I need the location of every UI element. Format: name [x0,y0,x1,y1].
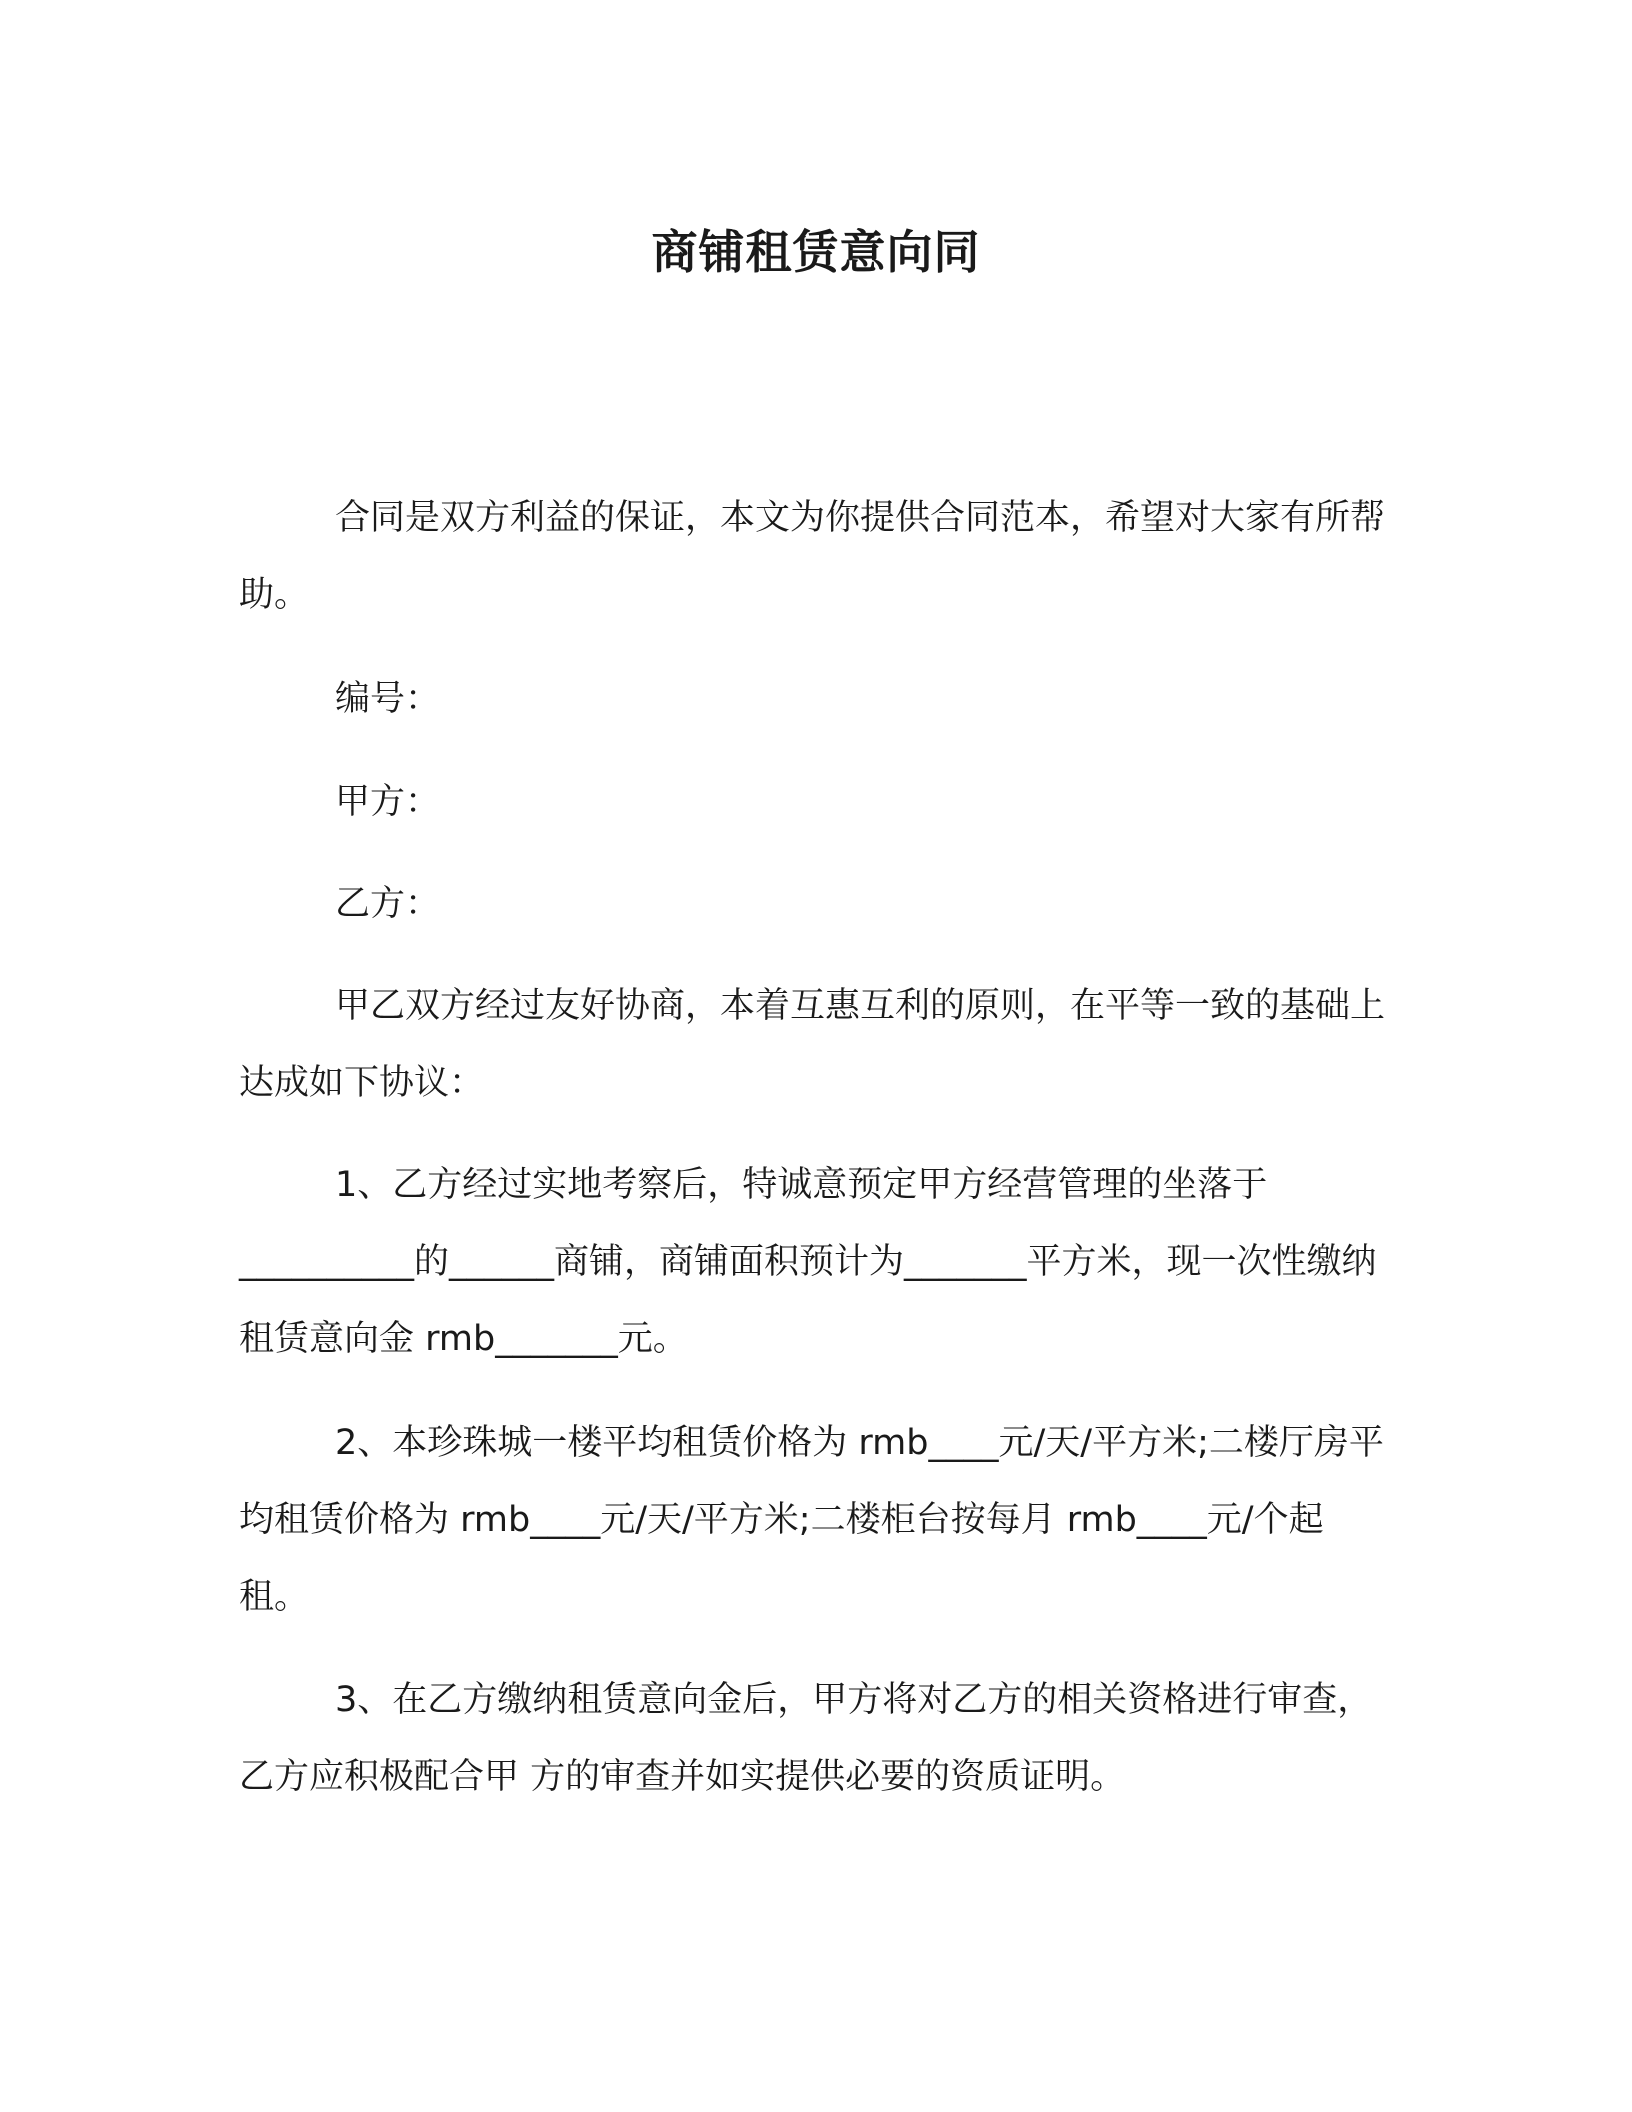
intro-paragraph: 合同是双方利益的保证，本文为你提供合同范本，希望对大家有所帮助。 [239,498,1386,615]
party-a-field: 甲方： [335,782,441,822]
contract-number-field: 编号： [335,679,441,719]
document-title: 商铺租赁意向同 [651,225,981,279]
preface-paragraph: 甲乙双方经过友好协商，本着互惠互利的原则，在平等一致的基础上达成如下协议： [239,986,1386,1103]
clause-2-paragraph: 2、本珍珠城一楼平均租赁价格为 rmb____元/天/平方米;二楼厅房平均租赁价格为 rmb____元/天/平方米;二楼柜台按每月 rmb____元/个起租。 [239,1423,1384,1617]
clause-1-paragraph: 1、乙方经过实地考察后，特诚意预定甲方经营管理的坐落于__________的______商铺，商铺面积预计为_______平方米，现一次性缴纳租赁意向金 rmb_______元。 [239,1165,1377,1359]
party-b-field: 乙方： [335,884,441,924]
clause-3-paragraph: 3、在乙方缴纳租赁意向金后，甲方将对乙方的相关资格进行审查，乙方应积极配合甲 方的审查并如实提供必要的资质证明。 [239,1680,1373,1797]
